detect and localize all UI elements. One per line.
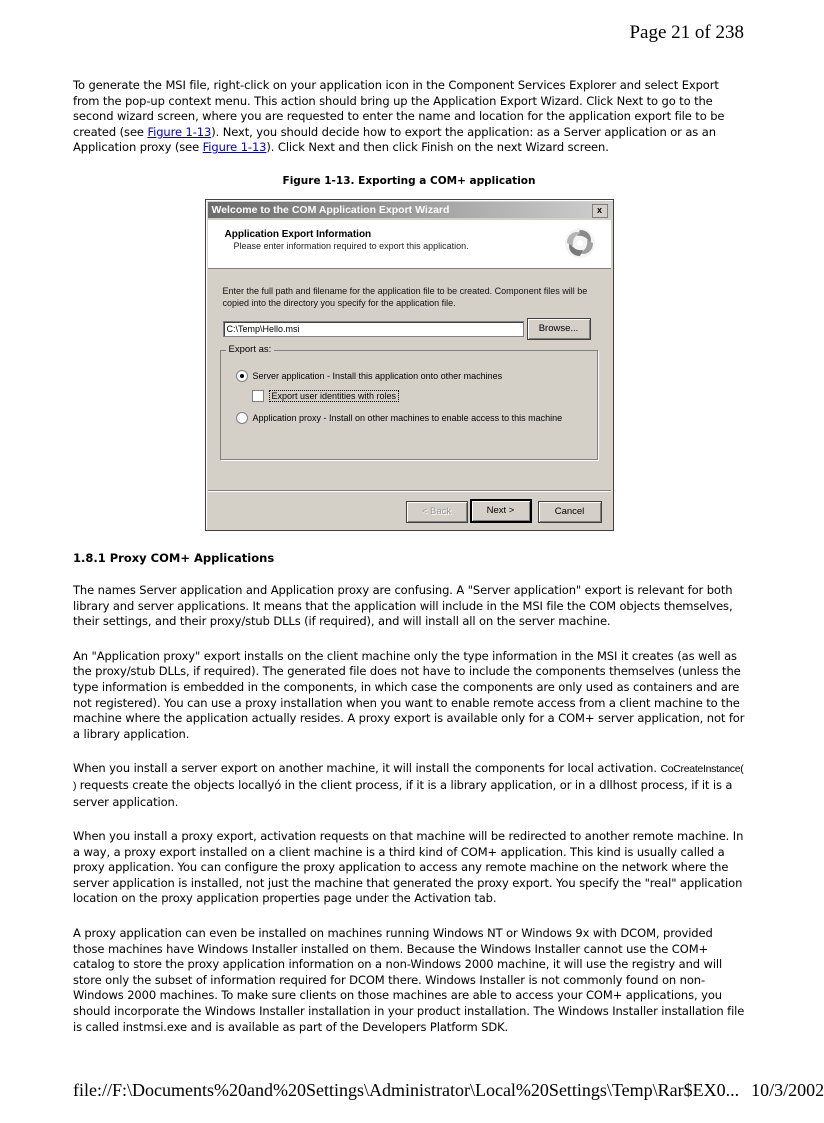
export-wizard-dialog: [205, 199, 614, 531]
section-paragraph-5: A proxy application can even be installed on machines running Windows NT or Windows 9x with DCOM, provided those machines have Windows Installer installed on them. Because the Windows Installer cannot use the COM+ catalog to store the proxy application information on a non-Windows 2000 machine, it will use the registry and will store only the subset of information required for DCOM there. Windows Installer is not commonly found on non-Windows 2000 machines. To make sure clients on those machines are able to access your COM+ applications, you should incorporate the Windows Installer installation in your product installation. The Windows Installer installation file is called instmsi.exe and is available as part of the Developers Platform SDK.: [73, 926, 745, 1034]
page-number: Page 21 of 238: [629, 22, 744, 43]
com-swirl-icon: [563, 226, 597, 260]
section-paragraph-4: When you install a proxy export, activation requests on that machine will be redirected to another remote machine. In a way, a proxy export installed on a client machine is a third kind of COM+ application. This kind is usually called a proxy application. You can configure the proxy application to access any remote machine on the network where the server application is installed, not just the machine that generated the proxy export. You specify the "real" application location on the proxy application properties page under the Activation tab.: [73, 829, 744, 906]
checkbox-icon[interactable]: [252, 390, 264, 402]
cancel-button[interactable]: Cancel: [538, 501, 602, 523]
back-button[interactable]: < Back: [406, 501, 468, 523]
figure-caption: Figure 1-13. Exporting a COM+ application: [282, 174, 536, 187]
p3-text-before: When you install a server export on another machine, it will install the components for local activation.: [73, 761, 661, 776]
section-heading: 1.8.1 Proxy COM+ Applications: [73, 550, 275, 565]
server-application-option[interactable]: [236, 370, 503, 382]
export-path-input[interactable]: C:\Temp\Hello.msi: [223, 321, 524, 337]
page-footer: [73, 1080, 824, 1101]
p3-text-after: requests create the objects locallyó in the client process, if it is a library application, or in a dllhost process, if it is a server application.: [73, 777, 733, 809]
intro-paragraph: [73, 78, 745, 156]
export-identities-option[interactable]: [252, 390, 400, 402]
intro-text-2: ). Next, you should decide how to export the application: as a Server application or as an Application proxy (see: [73, 124, 716, 155]
proxy-option-label: Application proxy - Install on other machines to enable access to this machine: [252, 412, 563, 423]
wizard-header-title: Application Export Information: [224, 228, 372, 240]
radio-unselected-icon[interactable]: [236, 412, 248, 424]
browse-button[interactable]: Browse...: [527, 318, 591, 340]
button-separator: [208, 490, 611, 492]
intro-text-1: To generate the MSI file, right-click on your application icon in the Component Services Explorer and select Export from the pop-up context menu. This action should bring up the Application Export Wizard. Click Next to go to the second wizard screen, where you are requested to enter the name and location for the application export file to be created (see: [73, 78, 725, 139]
radio-selected-icon[interactable]: [236, 370, 248, 382]
footer-date: 10/3/2002: [751, 1080, 824, 1100]
cocreateinstance-code: CoCreateInstance( ): [73, 763, 744, 792]
wizard-header-panel: [208, 220, 611, 269]
wizard-title-bar: Welcome to the COM Application Export Wizard: [208, 202, 611, 218]
section-paragraph-3: [73, 761, 745, 810]
page-content: [73, 78, 745, 1054]
section-paragraph-2: An "Application proxy" export installs on the client machine only the type information in the MSI it creates (as well as the proxy/stub DLLs, if required). The generated file does not have to include the components themselves (unless the type information is embedded in the components, in which case the components are only used as containers and are not registered). You can use a proxy installation when you want to enable remote access from a client machine to the machine where the application actually resides. A proxy export is available only for a COM+ server application, not for a library application.: [73, 648, 745, 741]
figure-link-2[interactable]: Figure 1-13: [202, 140, 267, 155]
footer-file-path: file://F:\Documents%20and%20Settings\Administrator\Local%20Settings\Temp\Rar$EX0...: [73, 1080, 740, 1100]
wizard-header-subtitle: Please enter information required to export this application.: [233, 240, 469, 251]
application-proxy-option[interactable]: [236, 412, 563, 424]
export-as-group: [220, 350, 598, 460]
export-identities-label: Export user identities with roles: [269, 390, 400, 402]
server-option-label: Server application - Install this application onto other machines: [252, 370, 503, 381]
wizard-instructions: Enter the full path and filename for the application file to be created. Component files will be copied into the directory you specify for the application file.: [222, 285, 588, 308]
next-button[interactable]: Next >: [470, 499, 532, 523]
close-button[interactable]: x: [592, 204, 608, 218]
figure-link-1[interactable]: Figure 1-13: [147, 124, 212, 139]
export-as-label: Export as:: [226, 344, 275, 355]
intro-text-3: ). Click Next and then click Finish on the next Wizard screen.: [266, 140, 609, 155]
section-paragraph-1: The names Server application and Application proxy are confusing. A "Server application" export is relevant for both library and server applications. It means that the application will include in the MSI file the COM objects themselves, their settings, and their proxy/stub DLLs (if required), and will install all on the server machine.: [73, 582, 733, 629]
